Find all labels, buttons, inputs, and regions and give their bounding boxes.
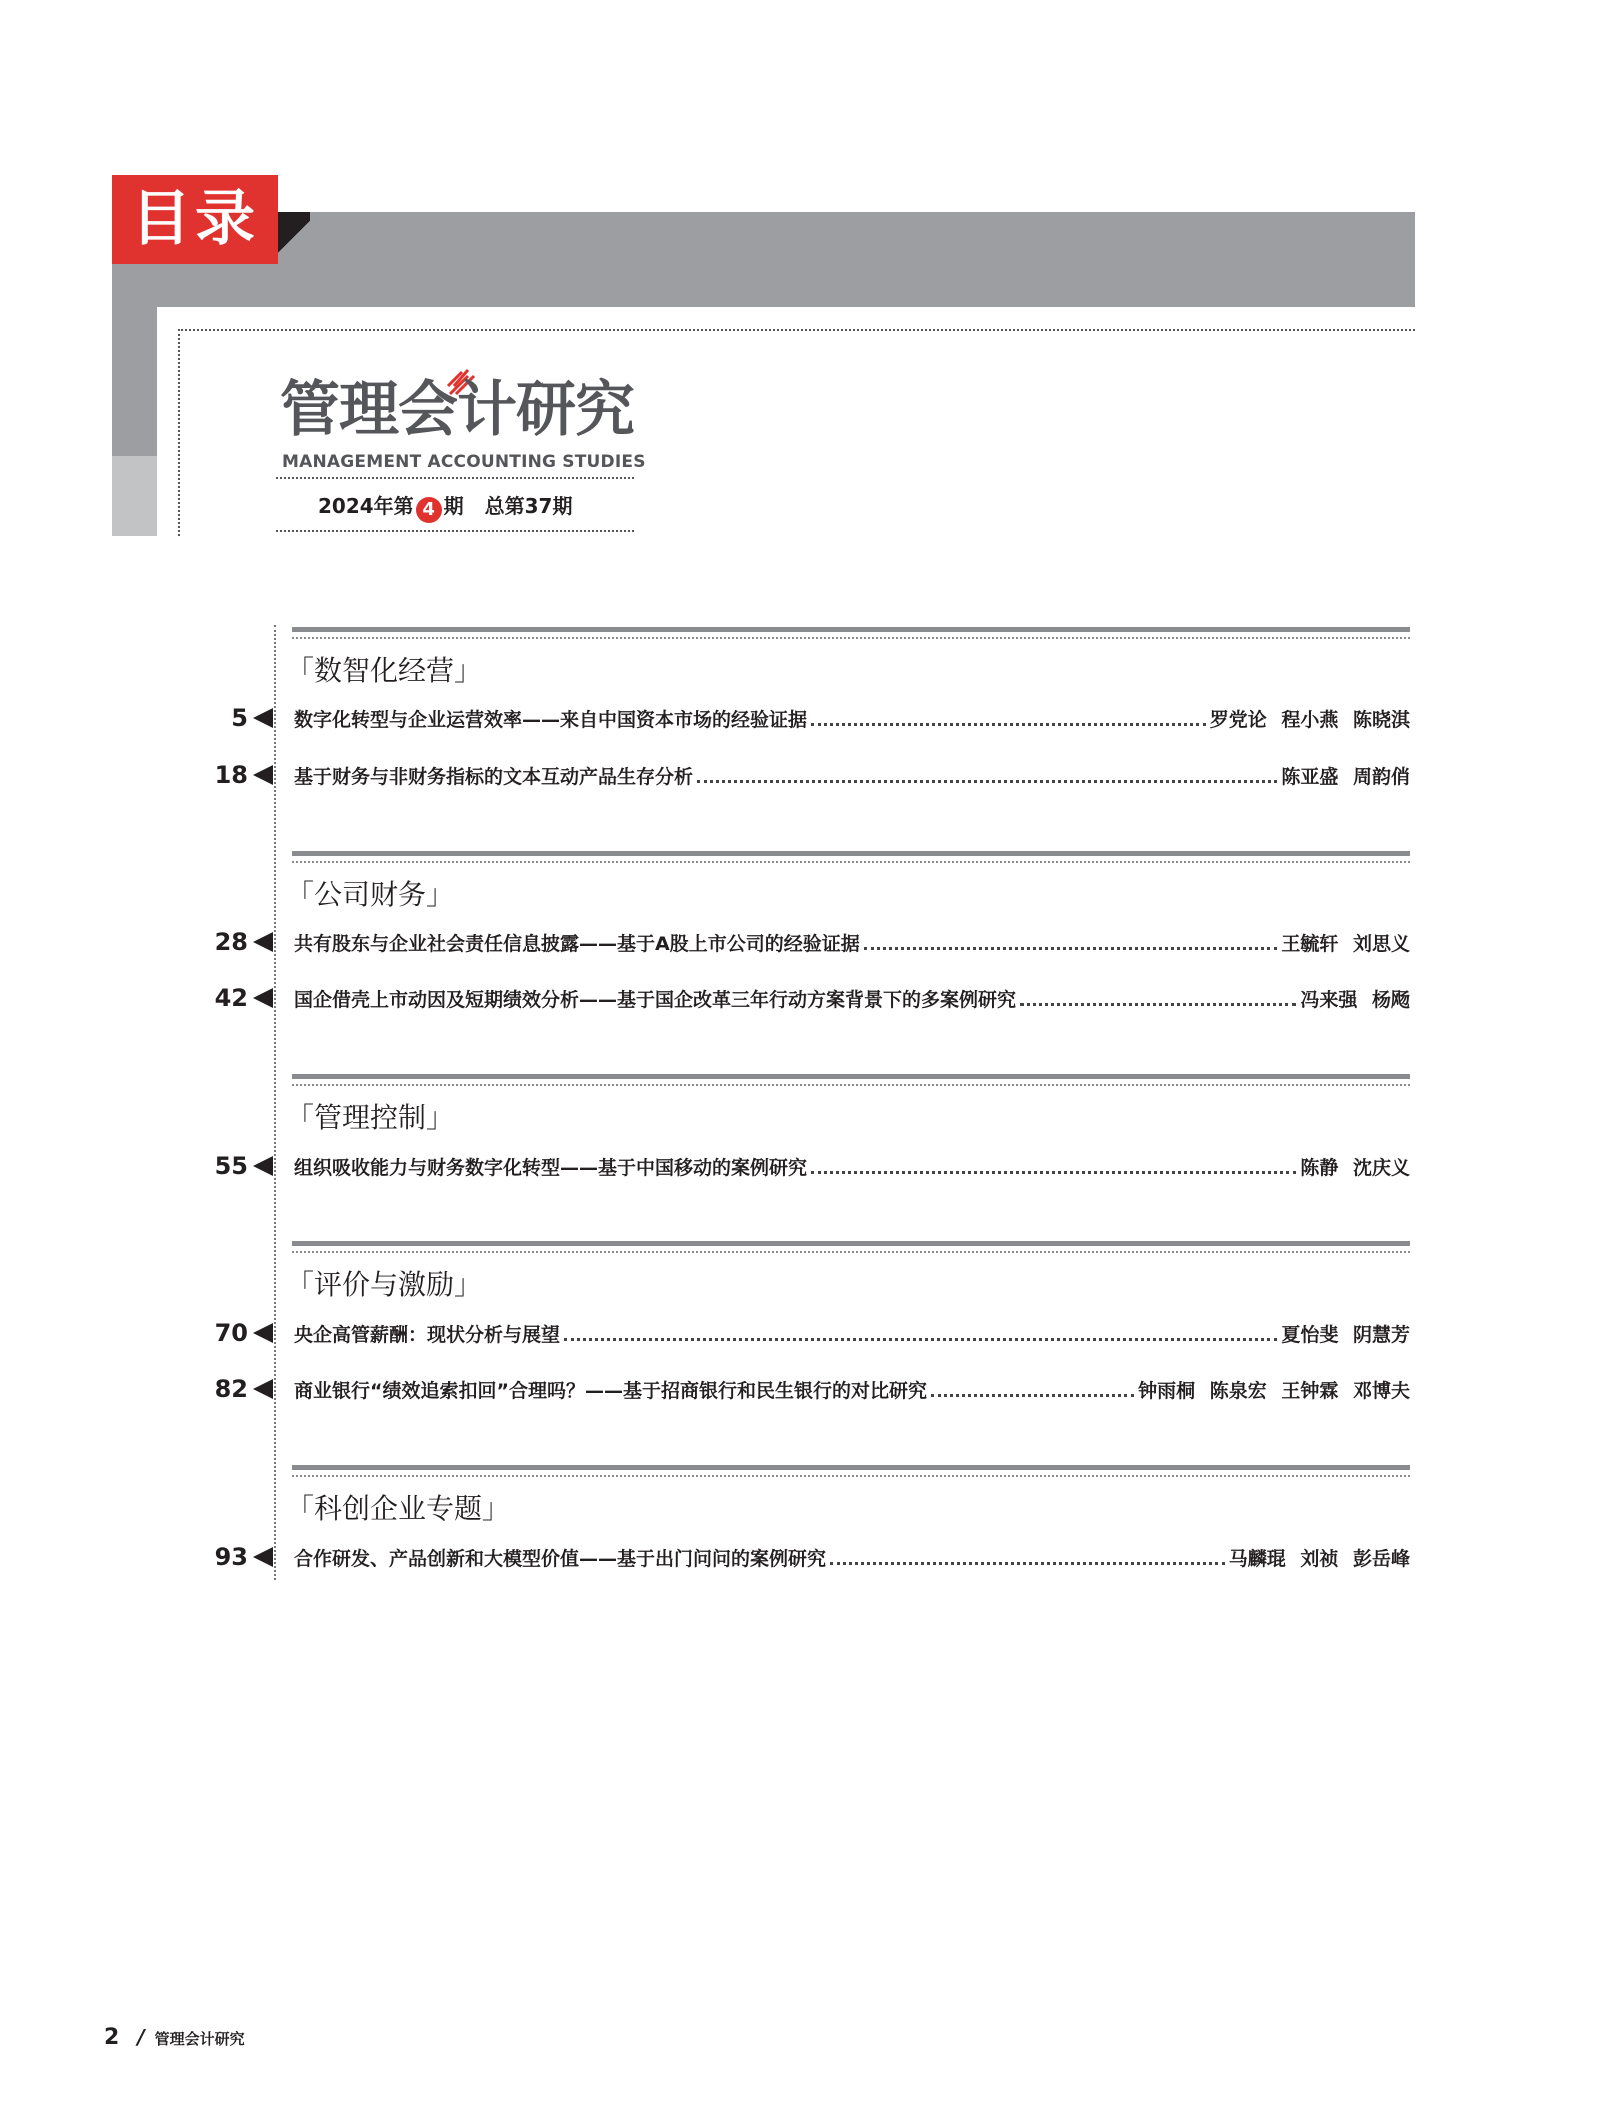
page-pointer-icon [253, 1547, 273, 1567]
logo-dotted-rule-lower [276, 530, 634, 532]
section-dotted-rule [292, 1084, 1410, 1086]
toc-entry[interactable] [180, 758, 1410, 792]
header-corner-triangle [276, 212, 310, 264]
entry-title[interactable]: 数字化转型与企业运营效率——来自中国资本市场的经验证据 [294, 708, 808, 731]
entry-page-number: 42 [214, 984, 248, 1012]
entry-title[interactable]: 商业银行“绩效追索扣回”合理吗？——基于招商银行和民生银行的对比研究 [294, 1379, 927, 1402]
entry-authors: 冯来强 杨飏 [1300, 988, 1410, 1011]
toc-entry[interactable] [180, 1316, 1410, 1350]
toc-entry[interactable] [180, 925, 1410, 959]
entry-title[interactable]: 基于财务与非财务指标的文本互动产品生存分析 [294, 765, 694, 788]
entry-title[interactable]: 共有股东与企业社会责任信息披露——基于A股上市公司的经验证据 [294, 932, 860, 955]
section-title: 「公司财务」 [286, 878, 455, 911]
header-gray-column [112, 300, 157, 456]
entry-page-number: 5 [231, 704, 248, 732]
entry-page-number: 93 [214, 1543, 248, 1571]
section-dotted-rule [292, 1251, 1410, 1253]
section-title: 「评价与激励」 [286, 1268, 483, 1301]
section-header [286, 627, 1410, 687]
dot-leader [1020, 1003, 1296, 1006]
section-bar [292, 1465, 1410, 1470]
section-bar [292, 1074, 1410, 1079]
entry-page-number: 18 [214, 761, 248, 789]
entry-authors: 陈亚盛 周韵俏 [1281, 765, 1410, 788]
entry-title[interactable]: 合作研发、产品创新和大模型价值——基于出门问问的案例研究 [294, 1547, 827, 1570]
section-header [286, 851, 1410, 911]
toc-badge: 目录 [112, 175, 278, 264]
section-bar [292, 851, 1410, 856]
section-dotted-rule [292, 861, 1410, 863]
issue-suffix: 期 [443, 494, 464, 518]
section-title: 「科创企业专题」 [286, 1492, 511, 1525]
section-title: 「数智化经营」 [286, 654, 483, 687]
header-dotted-rule-top [178, 329, 1415, 331]
section-header [286, 1074, 1410, 1134]
toc-entry[interactable] [180, 1149, 1410, 1183]
entry-page-number: 55 [214, 1152, 248, 1180]
entry-authors: 钟雨桐 陈泉宏 王钟霖 邓博夫 [1138, 1379, 1410, 1402]
toc-entry[interactable] [180, 1372, 1410, 1406]
entry-page-number: 28 [214, 928, 248, 956]
page-pointer-icon [253, 932, 273, 952]
header-gray-column-light [112, 456, 157, 536]
toc-entry[interactable] [180, 981, 1410, 1015]
page-pointer-icon [253, 765, 273, 785]
page-pointer-icon [253, 1156, 273, 1176]
section-header [286, 1241, 1410, 1301]
logo-dotted-rule-upper [276, 477, 634, 479]
dot-leader [864, 947, 1278, 950]
section-bar [292, 627, 1410, 632]
journal-logo [276, 366, 646, 536]
section-header [286, 1465, 1410, 1525]
toc-entry[interactable] [180, 701, 1410, 735]
toc-entry[interactable] [180, 1540, 1410, 1574]
footer-journal-name: 管理会计研究 [154, 2030, 245, 2048]
logo-title-en: MANAGEMENT ACCOUNTING STUDIES [282, 452, 646, 472]
page-pointer-icon [253, 708, 273, 728]
dot-leader [811, 723, 1206, 726]
entry-authors: 陈静 沈庆义 [1300, 1156, 1410, 1179]
entry-page-number: 82 [214, 1375, 248, 1403]
entry-title[interactable]: 组织吸收能力与财务数字化转型——基于中国移动的案例研究 [294, 1156, 808, 1179]
entry-authors: 夏怡斐 阴慧芳 [1281, 1323, 1410, 1346]
issue-prefix: 2024年第 [318, 494, 414, 518]
total-issue: 总第37期 [484, 494, 573, 518]
entry-authors: 王毓轩 刘思义 [1281, 932, 1410, 955]
section-bar [292, 1241, 1410, 1246]
entry-authors: 马麟琨 刘祯 彭岳峰 [1228, 1547, 1410, 1570]
dot-leader [697, 780, 1277, 783]
footer-separator: / [137, 2025, 145, 2049]
section-dotted-rule [292, 1475, 1410, 1477]
dot-leader [931, 1394, 1134, 1397]
entry-authors: 罗党论 程小燕 陈晓淇 [1209, 708, 1410, 731]
logo-title-cn: 管理会计研究 [280, 375, 634, 445]
footer-page-number: 2 [104, 2025, 120, 2050]
page-pointer-icon [253, 988, 273, 1008]
entry-title[interactable]: 央企高管薪酬：现状分析与展望 [294, 1323, 561, 1346]
dot-leader [830, 1562, 1225, 1565]
section-title: 「管理控制」 [286, 1101, 455, 1134]
issue-line [318, 490, 572, 523]
page-pointer-icon [253, 1323, 273, 1343]
entry-title[interactable]: 国企借壳上市动因及短期绩效分析——基于国企改革三年行动方案背景下的多案例研究 [294, 988, 1017, 1011]
page-footer [104, 2025, 245, 2050]
dot-leader [564, 1338, 1277, 1341]
header-dotted-rule-left [178, 329, 180, 536]
issue-number-badge: 4 [416, 497, 442, 523]
section-dotted-rule [292, 637, 1410, 639]
dot-leader [811, 1171, 1296, 1174]
page-pointer-icon [253, 1379, 273, 1399]
entry-page-number: 70 [214, 1319, 248, 1347]
